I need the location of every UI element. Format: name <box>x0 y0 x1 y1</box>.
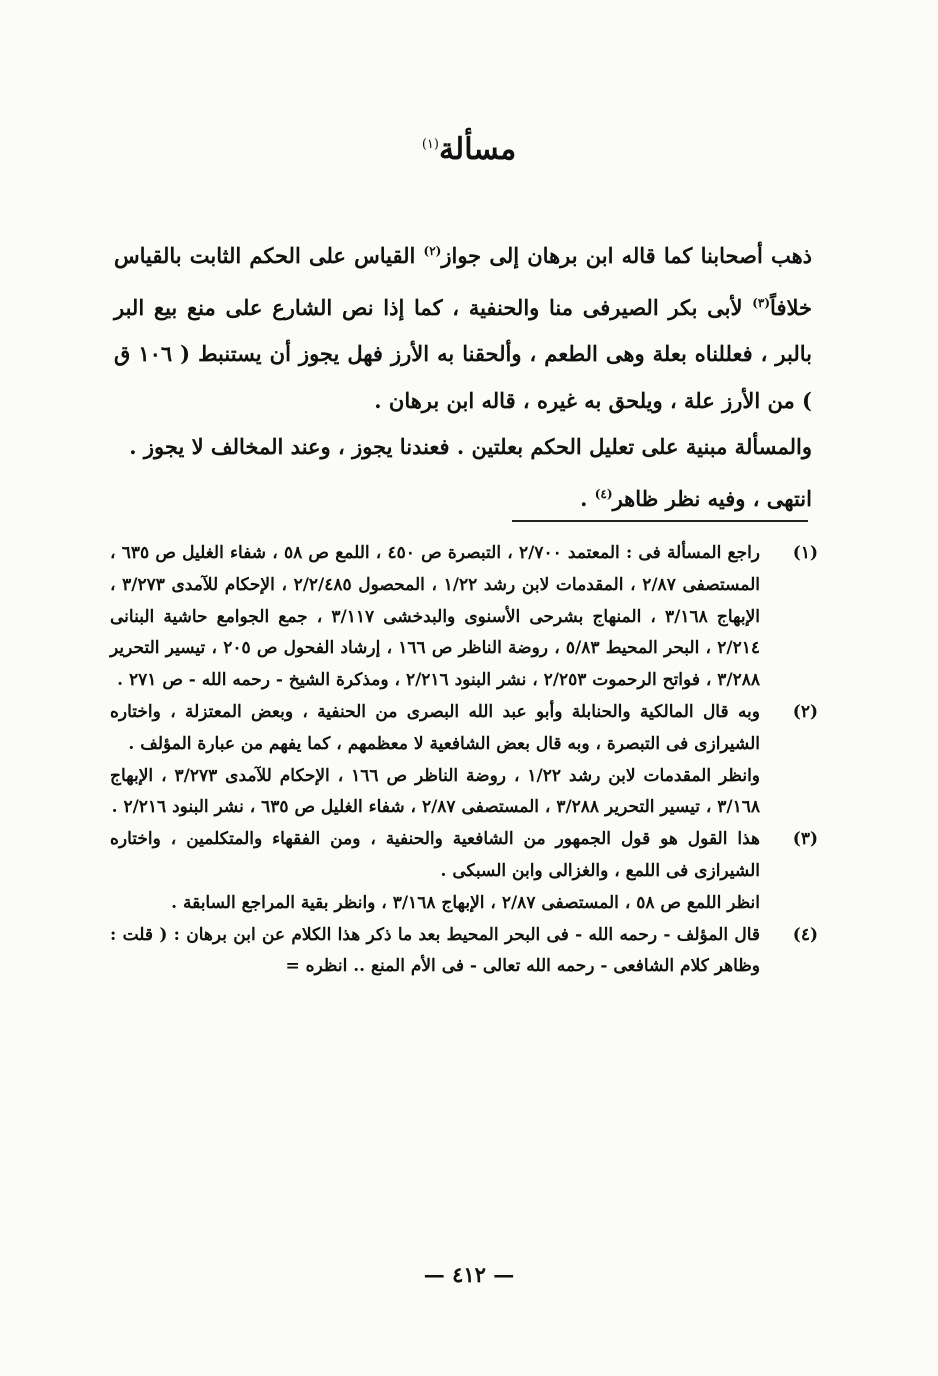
paragraph-1-part-b: القياس على الحكم الثابت بالقياس خلافاً <box>114 243 812 320</box>
footnote-line: قال المؤلف - رحمه الله - فى البحر المحيط بعد ما ذكر هذا الكلام عن ابن برهان : ( قلت : وظاهر كلام الشافعى - رحمه الله تعالى - فى الأم المنع .. انظره = <box>110 924 760 977</box>
page-number: — ٤١٢ — <box>423 1262 515 1287</box>
paragraph-3 <box>114 471 812 523</box>
footnotes <box>110 538 818 983</box>
footnote-2 <box>110 697 818 824</box>
paragraph-1 <box>114 228 812 424</box>
footnote-body <box>110 538 760 697</box>
footnote-4 <box>110 920 818 984</box>
footnote-mark-3: (٣) <box>752 295 771 310</box>
footnote-line: انظر اللمع ص ٥٨ ، المستصفى ٢/٨٧ ، الإبهاج ٣/١٦٨ ، وانظر بقية المراجع السابقة . <box>171 892 760 913</box>
footnote-line: راجع المسألة فى : المعتمد ٢/٧٠٠ ، التبصرة ص ٤٥٠ ، اللمع ص ٥٨ ، شفاء الغليل ص ٦٣٥ ، المستصفى ٢/٨٧ ، المقدمات لابن رشد ١/٢٢ ، المحصول ٢/٢/٤٨٥ ، الإحكام للآمدى ٣/٢٧٣ ، الإبهاج ٣/١٦٨ ، المنهاج بشرحى الأسنوى والبدخشى ٣/١١٧ ، جمع الجوامع حاشية البنانى ٢/٢١٤ ، البحر المحيط ٥/٨٣ ، روضة الناظر ص ١٦٦ ، إرشاد الفحول ص ٢٠٥ ، تيسير التحرير ٣/٢٨٨ ، فواتح الرحموت ٢/٢٥٣ ، نشر البنود ٢/٢١٦ ، ومذكرة الشيخ - رحمه الله - ص ٢٧١ . <box>110 543 761 691</box>
footnote-number: (١) <box>792 543 818 563</box>
paragraph-2: والمسألة مبنية على تعليل الحكم بعلتين . فعندنا يجوز ، وعند المخالف لا يجوز . <box>129 434 812 459</box>
main-text <box>114 228 812 522</box>
paragraph-3-part-a: انتهى ، وفيه نظر ظاهر <box>612 485 812 511</box>
footnote-number: (٢) <box>792 701 818 722</box>
paragraph-1-part-c: لأبى بكر الصيرفى منا والحنفية ، كما إذا نص الشارع على منع بيع البر بالبر ، فعللناه بعلة وهى الطعم ، وألحقنا به الأرز فهل يجوز أن يستنبط ( ١٠٦ ق ) من الأرز علة ، ويلحق به غيره ، قاله ابن برهان . <box>114 294 812 413</box>
footnote-line: هذا القول هو قول الجمهور من الشافعية والحنفية ، ومن الفقهاء والمتكلمين ، واختاره الشيرازى فى اللمع ، والغزالى وابن السبكى . <box>110 829 760 881</box>
title-text: مسألة <box>438 132 517 167</box>
footnote-3 <box>110 824 818 919</box>
footnote-body <box>110 697 760 824</box>
footnote-number: (٤) <box>792 924 818 945</box>
footnote-body <box>110 824 760 919</box>
footnote-mark-2: (٢) <box>423 244 442 258</box>
footnote-line: وانظر المقدمات لابن رشد ١/٢٢ ، روضة الناظر ص ١٦٦ ، الإحكام للآمدى ٣/٢٧٣ ، الإبهاج ٣/١٦٨ ، تيسير التحرير ٣/٢٨٨ ، المستصفى ٢/٨٧ ، شفاء الغليل ص ٦٣٥ ، نشر البنود ٢/٢١٦ . <box>110 765 761 818</box>
footnote-1 <box>110 538 818 697</box>
page-title <box>0 132 938 167</box>
footnote-number: (٣) <box>792 829 818 850</box>
paragraph-3-part-b: . <box>580 485 595 511</box>
footnote-mark-4: (٤) <box>594 486 613 501</box>
footnote-line: وبه قال المالكية والحنابلة وأبو عبد الله البصرى من الحنفية ، وبعض المعتزلة ، واختاره الشيرازى فى التبصرة ، وبه قال بعض الشافعية لا معظمهم ، كما يفهم من عبارة المؤلف . <box>110 701 760 754</box>
paragraph-1-part-a: ذهب أصحابنا كما قاله ابن برهان إلى جواز <box>441 243 812 268</box>
footnote-body <box>110 920 760 984</box>
footnote-divider <box>512 520 808 522</box>
title-footnote-mark: (١) <box>421 137 439 152</box>
